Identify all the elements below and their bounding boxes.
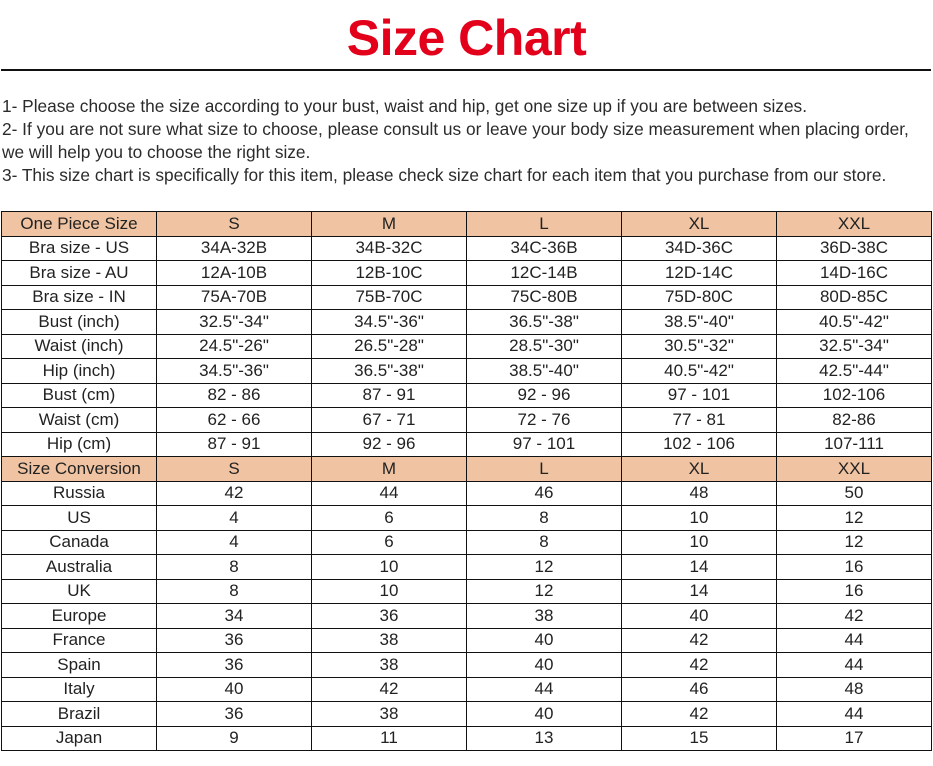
value-cell: 87 - 91: [312, 383, 467, 408]
value-cell: 92 - 96: [312, 432, 467, 457]
value-cell: 42: [157, 481, 312, 506]
value-cell: 10: [622, 530, 777, 555]
header-label-cell: One Piece Size: [2, 212, 157, 237]
title-divider: [1, 69, 931, 71]
size-header-cell: S: [157, 212, 312, 237]
value-cell: 12B-10C: [312, 261, 467, 286]
measurement-row: [2, 408, 932, 433]
row-label-cell: Hip (inch): [2, 359, 157, 384]
value-cell: 46: [622, 677, 777, 702]
value-cell: 4: [157, 530, 312, 555]
value-cell: 30.5"-32": [622, 334, 777, 359]
size-header-cell: L: [467, 457, 622, 482]
value-cell: 34C-36B: [467, 236, 622, 261]
value-cell: 77 - 81: [622, 408, 777, 433]
size-header-cell: XXL: [777, 212, 932, 237]
row-label-cell: Bra size - AU: [2, 261, 157, 286]
value-cell: 40: [467, 628, 622, 653]
value-cell: 8: [157, 579, 312, 604]
value-cell: 12A-10B: [157, 261, 312, 286]
value-cell: 102 - 106: [622, 432, 777, 457]
measurement-row: [2, 236, 932, 261]
row-label-cell: US: [2, 506, 157, 531]
value-cell: 40: [622, 604, 777, 629]
value-cell: 12: [777, 506, 932, 531]
value-cell: 12D-14C: [622, 261, 777, 286]
value-cell: 14: [622, 555, 777, 580]
value-cell: 80D-85C: [777, 285, 932, 310]
value-cell: 36.5"-38": [467, 310, 622, 335]
conversion-row: [2, 726, 932, 751]
value-cell: 17: [777, 726, 932, 751]
instruction-1: 1- Please choose the size according to your bust, waist and hip, get one size up if you are between sizes.: [2, 96, 808, 116]
value-cell: 42: [777, 604, 932, 629]
value-cell: 50: [777, 481, 932, 506]
value-cell: 10: [312, 555, 467, 580]
measurement-row: [2, 359, 932, 384]
measurement-row: [2, 261, 932, 286]
value-cell: 46: [467, 481, 622, 506]
value-cell: 32.5"-34": [157, 310, 312, 335]
size-header-cell: XL: [622, 457, 777, 482]
value-cell: 38: [312, 702, 467, 727]
value-cell: 28.5"-30": [467, 334, 622, 359]
conversion-row: [2, 628, 932, 653]
conversion-row: [2, 677, 932, 702]
value-cell: 75C-80B: [467, 285, 622, 310]
value-cell: 36D-38C: [777, 236, 932, 261]
value-cell: 38: [312, 628, 467, 653]
conversion-row: [2, 530, 932, 555]
instructions: [2, 95, 932, 187]
value-cell: 12: [777, 530, 932, 555]
value-cell: 8: [467, 530, 622, 555]
value-cell: 92 - 96: [467, 383, 622, 408]
measurement-row: [2, 334, 932, 359]
value-cell: 102-106: [777, 383, 932, 408]
value-cell: 107-111: [777, 432, 932, 457]
value-cell: 32.5"-34": [777, 334, 932, 359]
conversion-row: [2, 604, 932, 629]
value-cell: 26.5"-28": [312, 334, 467, 359]
conversion-row: [2, 555, 932, 580]
value-cell: 62 - 66: [157, 408, 312, 433]
value-cell: 44: [777, 628, 932, 653]
size-header-cell: M: [312, 457, 467, 482]
value-cell: 42: [622, 628, 777, 653]
value-cell: 75D-80C: [622, 285, 777, 310]
instruction-3: 3- This size chart is specifically for this item, please check size chart for each item that you purchase from our store.: [2, 165, 887, 185]
row-label-cell: Italy: [2, 677, 157, 702]
row-label-cell: Australia: [2, 555, 157, 580]
size-chart-table: [1, 211, 932, 751]
value-cell: 97 - 101: [467, 432, 622, 457]
value-cell: 34.5"-36": [157, 359, 312, 384]
value-cell: 44: [777, 702, 932, 727]
value-cell: 8: [157, 555, 312, 580]
value-cell: 97 - 101: [622, 383, 777, 408]
row-label-cell: Russia: [2, 481, 157, 506]
value-cell: 36.5"-38": [312, 359, 467, 384]
size-header-cell: XL: [622, 212, 777, 237]
size-header-cell: S: [157, 457, 312, 482]
row-label-cell: Bra size - IN: [2, 285, 157, 310]
row-label-cell: Bust (cm): [2, 383, 157, 408]
value-cell: 87 - 91: [157, 432, 312, 457]
value-cell: 40: [467, 702, 622, 727]
value-cell: 10: [312, 579, 467, 604]
value-cell: 82-86: [777, 408, 932, 433]
value-cell: 40.5"-42": [777, 310, 932, 335]
conversion-row: [2, 481, 932, 506]
value-cell: 44: [777, 653, 932, 678]
value-cell: 12: [467, 555, 622, 580]
row-label-cell: Brazil: [2, 702, 157, 727]
value-cell: 38.5"-40": [622, 310, 777, 335]
value-cell: 34D-36C: [622, 236, 777, 261]
value-cell: 12C-14B: [467, 261, 622, 286]
value-cell: 42: [312, 677, 467, 702]
value-cell: 72 - 76: [467, 408, 622, 433]
value-cell: 48: [622, 481, 777, 506]
conversion-row: [2, 702, 932, 727]
measurements-header-row: [2, 212, 932, 237]
row-label-cell: UK: [2, 579, 157, 604]
row-label-cell: France: [2, 628, 157, 653]
conversion-row: [2, 579, 932, 604]
page-title: Size Chart: [346, 10, 587, 66]
value-cell: 44: [312, 481, 467, 506]
value-cell: 16: [777, 579, 932, 604]
value-cell: 34.5"-36": [312, 310, 467, 335]
conversion-header-row: [2, 457, 932, 482]
value-cell: 16: [777, 555, 932, 580]
header-label-cell: Size Conversion: [2, 457, 157, 482]
value-cell: 10: [622, 506, 777, 531]
measurement-row: [2, 383, 932, 408]
value-cell: 34B-32C: [312, 236, 467, 261]
measurement-row: [2, 310, 932, 335]
row-label-cell: Spain: [2, 653, 157, 678]
conversion-row: [2, 506, 932, 531]
value-cell: 36: [157, 628, 312, 653]
value-cell: 14D-16C: [777, 261, 932, 286]
size-header-cell: XXL: [777, 457, 932, 482]
value-cell: 75A-70B: [157, 285, 312, 310]
value-cell: 14: [622, 579, 777, 604]
instruction-2: 2- If you are not sure what size to choose, please consult us or leave your body size measurement when placing order, we will help you to choose the right size.: [2, 119, 909, 162]
value-cell: 38: [312, 653, 467, 678]
measurement-row: [2, 432, 932, 457]
value-cell: 42.5"-44": [777, 359, 932, 384]
conversion-row: [2, 653, 932, 678]
row-label-cell: Waist (inch): [2, 334, 157, 359]
value-cell: 82 - 86: [157, 383, 312, 408]
value-cell: 12: [467, 579, 622, 604]
value-cell: 6: [312, 506, 467, 531]
value-cell: 40: [467, 653, 622, 678]
row-label-cell: Japan: [2, 726, 157, 751]
row-label-cell: Canada: [2, 530, 157, 555]
row-label-cell: Europe: [2, 604, 157, 629]
value-cell: 6: [312, 530, 467, 555]
value-cell: 34A-32B: [157, 236, 312, 261]
row-label-cell: Hip (cm): [2, 432, 157, 457]
measurement-row: [2, 285, 932, 310]
value-cell: 75B-70C: [312, 285, 467, 310]
value-cell: 67 - 71: [312, 408, 467, 433]
value-cell: 34: [157, 604, 312, 629]
row-label-cell: Bust (inch): [2, 310, 157, 335]
value-cell: 38.5"-40": [467, 359, 622, 384]
row-label-cell: Bra size - US: [2, 236, 157, 261]
size-header-cell: M: [312, 212, 467, 237]
value-cell: 4: [157, 506, 312, 531]
value-cell: 44: [467, 677, 622, 702]
value-cell: 40: [157, 677, 312, 702]
value-cell: 40.5"-42": [622, 359, 777, 384]
value-cell: 36: [157, 653, 312, 678]
value-cell: 36: [312, 604, 467, 629]
value-cell: 9: [157, 726, 312, 751]
value-cell: 13: [467, 726, 622, 751]
size-header-cell: L: [467, 212, 622, 237]
value-cell: 38: [467, 604, 622, 629]
value-cell: 36: [157, 702, 312, 727]
value-cell: 11: [312, 726, 467, 751]
value-cell: 42: [622, 702, 777, 727]
row-label-cell: Waist (cm): [2, 408, 157, 433]
size-chart-body: [2, 212, 932, 751]
value-cell: 24.5"-26": [157, 334, 312, 359]
value-cell: 42: [622, 653, 777, 678]
value-cell: 8: [467, 506, 622, 531]
value-cell: 15: [622, 726, 777, 751]
value-cell: 48: [777, 677, 932, 702]
